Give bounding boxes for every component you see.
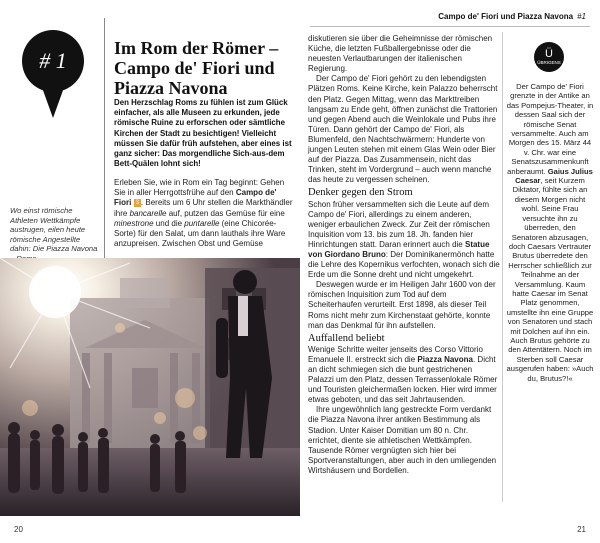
ubrigens-letter: Ü (545, 48, 553, 60)
aside-box-text (506, 82, 594, 383)
intro-text: und die (153, 218, 185, 228)
running-head (438, 12, 586, 21)
main-text-column (308, 34, 500, 476)
intro-place: Campo de' Fiori (114, 188, 277, 208)
intro-text: (eine Chicorée-Sorte) für den Salat, um dann lauthals ihre Ware anzupreisen. Zwischen Obst und Gemüse (114, 218, 286, 249)
chapter-title-line2: Campo de' Fiori und Piazza Navona (114, 58, 275, 98)
paragraph-text: . Dicht an dicht schmiegen sich die bunt gestrichenen Palazzi um den Platz, dessen Terrassenlokale Römer und Touristen gleichermaßen locken. Hier wird immer etwas geboten, und das seit Jahrtausenden. (308, 354, 498, 405)
running-head-number: #1 (577, 12, 586, 21)
paragraph: diskutieren sie über die Geheimnisse der römischen Küche, die letzten Fußballergebnisse oder die neuesten Verlautbarungen der italienischen Regierung. (308, 34, 493, 74)
chapter-title (114, 38, 296, 98)
intro-term: puntarelle (184, 218, 220, 228)
highlight-place: Piazza Navona (417, 354, 473, 364)
map-marker: 3 (135, 200, 139, 207)
section-heading: Denker gegen den Strom (308, 187, 413, 199)
intro-text: . Bereits um 6 Uhr stellen die Markthändler ihre (114, 198, 293, 218)
paragraph: Der Campo de' Fiori gehört zu den lebendigsten Plätzen Roms. Keine Kirche, kein Palazzo beherrscht den Platz. Gegen Mittag, wenn das Markttreiben langsam zu Ende geht, öffnen zunächst die Trattorien und gegen Abend auch die Weinlokale und Pubs ihre Türen. Dann gehört der Campo de' Fiori, als Blumenfeld, den Nachtschwärmern: Hunderte von jungen Leuten stehen mit einem Glas Wein oder Bier auf der Piazza. Das Zusammensein, nicht das Trinken, steht im Vordergrund – auch wenn manche das heute zu vergessen scheinen. (308, 74, 498, 185)
right-page (300, 0, 600, 543)
intro-term: bancarelle (129, 208, 167, 218)
header-rule (310, 26, 590, 27)
aside-divider (502, 32, 503, 502)
photo-caption: Wo einst römische Athleten Wettkämpfe austrugen, eilen heute römische Angestellte dahin: Die Piazza Navona (10, 206, 98, 254)
ubrigens-label: ÜBRIGENS (537, 60, 561, 65)
photo-illustration (0, 258, 300, 516)
highlight-place: Statue von Giordano Bruno (308, 239, 490, 259)
page-number: 20 (14, 525, 23, 534)
column-divider (104, 18, 105, 268)
aside-text: , seit Kurzem Diktator, fühlte sich an diesem Morgen nicht wohl. Seine Frau versuchte ihn zu überreden, den Senatoren abzusagen, doch Caesars Vertrauter Brutus überredete den Herrscher schließlich zur Teilnahme an der Versammlung. Kaum hatte Caesar im Senat Platz genommen, umstellte ihn eine Gruppe von Senatoren und stach mit Dolchen auf ihn ein. Auch Brutus gehörte zu den Attentätern. Noch im Sterben soll Caesar ausgerufen haben: »Auch du, Brutus?!« (506, 176, 594, 383)
paragraph-text: Wenige Schritte weiter jenseits des Corso Vittorio Emanuele II. erstreckt sich die (308, 344, 483, 364)
paragraph-text: Schon früher versammelten sich die Leute auf dem Campo de' Fiori, allerdings zu einem anderen, weniger erbaulichen Zweck. Zur Zeit der römischen Inquisition vom 13. bis zum 18. Jh. fanden hier Hinrichtungen statt. Daran erinnert auch die (308, 199, 490, 249)
paragraph (308, 200, 500, 281)
paragraph-text: : Der Dominikanermönch hatte die Lehre des Kopernikus verfochten, wonach sich die Erde um die Sonne dreht und nicht umgekehrt. (308, 249, 500, 280)
intro-term: minestrone (114, 218, 154, 228)
running-head-title: Campo de' Fiori und Piazza Navona (438, 12, 574, 21)
piazza-navona-photo (0, 258, 300, 516)
aside-name: Gaius Julius Caesar (515, 166, 593, 186)
lead-paragraph: Den Herzschlag Roms zu fühlen ist zum Glück einfacher, als alle Museen zu erkunden, jede römische Ruine zu erforschen oder sämtliche Kirchen der Stadt zu besichtigen! Vielleicht müssen Sie dafür früh aufstehen, aber eines ist ganz sicher: Das morgendliche Sich-aus-dem Bett-Quälen lohnt sich! (114, 98, 292, 169)
ubrigens-icon (534, 42, 564, 72)
section-heading: Auffallend beliebt (308, 332, 385, 344)
intro-text: Erleben Sie, wie in Rom ein Tag beginnt: Gehen Sie in aller Herrgottsfrühe auf den (114, 178, 285, 198)
badge-pointer-icon (40, 82, 66, 118)
chapter-title-line1: Im Rom der Römer – (114, 38, 279, 58)
aside-text: Der Campo de' Fiori grenzte in der Antike an das Pompejus-Theater, in dessen Saal sich der römische Senat versammelte. Auch am Morgen des 15. März 44 v. Chr. war eine Senatszusammenkunft anberaumt. (506, 82, 594, 176)
paragraph: Deswegen wurde er im Heiligen Jahr 1600 von der römischen Inquisition zum Tod auf dem Scheiterhaufen verurteilt. Erst 1898, als dieser Teil Roms nicht mehr zum Kirchenstaat gehörte, konnte man das Denkmal für ihn aufstellen. (308, 280, 496, 330)
paragraph: Ihre ungewöhnlich lang gestreckte Form verdankt die Piazza Navona ihrer antiken Bestimmung als Stadion. Unter Kaiser Domitian um 80 n. Chr. errichtet, diente sie athletischen Wettkämpfen. Tausende Römer vergnügten sich hier bei Sportveranstaltungen, aber auch in den umliegenden Wirtshäusern und Bordellen. (308, 405, 497, 475)
intro-text: auf, putzen das Gemüse für eine (166, 208, 285, 218)
badge-label: # 1 (39, 48, 67, 73)
paragraph (308, 345, 500, 406)
intro-paragraph (114, 178, 294, 249)
page-number: 21 (577, 525, 586, 534)
